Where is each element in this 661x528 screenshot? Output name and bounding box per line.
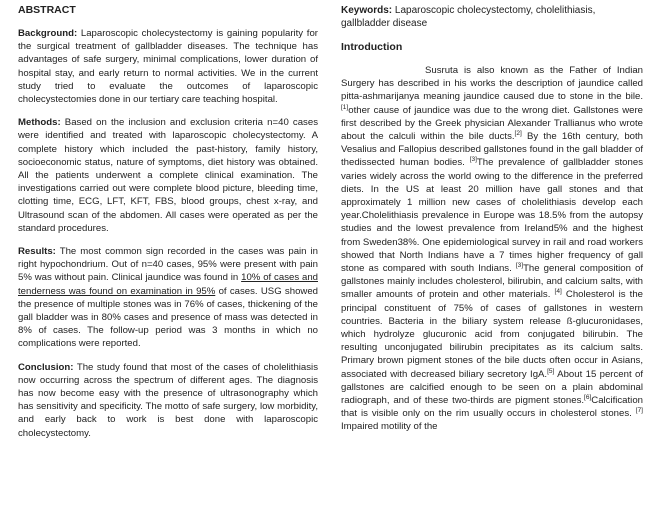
intro-text: Impaired motility of the [341,421,438,433]
results-text-1: The most common sign recorded in the cases was pain in right hypochondrium. Out of n=40 cases, 95% were present with pain 5% was without pain. Clinical jaundice was found in [18,246,318,284]
keywords [341,4,643,30]
methods-text: Based on the inclusion and exclusion criteria n=40 cases were identified and treated with laparoscopic cholecystectomy. A complete history which included the past-history, family history, socioeconomic status, nature of symptoms, diet history was obtained. All the patients underwent a complete clinical examination. The investigations carried out were complete blood picture, bleeding time, clotting time, ECG, LFT, KFT, FBS, blood groups, chest x-ray, and Ultrasound scan of the abdomen. All cases were operated as per the standard procedures. [18,117,318,234]
citation-ref: [6] [584,393,592,401]
abstract-column [18,0,318,440]
abstract-background [18,27,318,106]
intro-text: Cholesterol is the principal constituent of 75% of cases of gallstones in western countries. Bacteria in the biliary system release ß-glucuronidases, which hydrolyze glucuronic acid from conjugated bilirubin. The resulting unconjugated bilirubin precipitates as its calcium salts. Primary brown pigment stones of the bile ducts often occur in Asians, associated with decreased biliary secretory IgA. [341,289,643,380]
intro-text: other cause of jaundice was due to the wrong diet. Gallstones were first described by the Greek physician Alexander Trallianus who wrote about the calculi within the bile ducts. [341,104,643,143]
citation-ref: [2] [514,129,522,137]
intro-text: About 15 percent of gallstones are calcified enough to be seen on a plain abdominal radiograph, and of these two-thirds are pigment stones. [341,368,643,407]
results-text-2: of cases. USG showed the presence of multiple stones was in 76% of cases, thickening of the gall bladder was in 80% cases and presence of mass was detected in 8% of cases. The follow-up period was 3 months in which no complications were reported. [18,285,319,350]
introduction-paragraph [341,64,643,434]
right-column [341,0,643,434]
results-label: Results: [18,246,56,258]
citation-ref: [3] [469,156,477,164]
abstract-heading: ABSTRACT [18,4,76,16]
citation-ref: [3] [515,261,524,269]
abstract-methods [18,116,318,235]
keywords-label: Keywords: [341,5,393,16]
conclusion-label: Conclusion: [18,361,74,373]
intro-text: The general composition of gallstones mainly includes cholesterol, bilirubin, and calcium salts, with smaller amounts of protein and other materials. [341,263,644,301]
background-text: Laparoscopic cholecystectomy is gaining popularity for the surgical treatment of gallbladder diseases. The technique has advantages of safe surgery, minimal complications, lower duration of hospital stay, and early return to normal activities. We in the current study tried to evaluate the outcomes of laparoscopic cholecystectomies done in our tertiary care teaching hospital. [18,28,318,106]
citation-ref: [7] [635,407,643,415]
intro-text: The prevalence of gallbladder stones varies widely across the world owing to the difference in the preferred diets. In the US at least 20 million have gall stones and that approximately 1 million new cases of cholelithiasis develop each year.Cholelithiasis prevalence in Europe was 18.5% from the autopsy studies and the lowest prevalence from Ireland5% and the highest from Sweden38%. One epidemiological survey in rail and road workers showed that North Indians have a 7 times higher frequency of gall stone as compared with south Indians. [341,157,643,275]
conclusion-text: The study found that most of the cases of cholelithiasis now occurring across the spectrum of different ages. The diagnosis has now become easy with the presence of ultrasonography which has sensitivity and specificity. The motto of safe surgery, low morbidity, and early back to work is best done with laparoscopic cholecystectomy. [18,361,318,439]
abstract-conclusion [18,361,318,440]
abstract-results [18,245,318,351]
citation-ref: [4] [554,288,562,296]
introduction-heading: Introduction [341,41,403,53]
citation-ref: [1] [341,103,349,111]
keywords-text: Laparoscopic cholecystectomy, cholelithiasis, gallbladder disease [341,5,596,29]
background-label: Background: [18,28,78,39]
intro-text: Susruta is also known as the Father of Indian Surgery has described in his works the description of jaundice called pitta-ashmarijanya meaning jaundice caused due to stone in the bile. [341,65,643,103]
citation-ref: [5] [547,367,555,375]
intro-text: By the 16th century, both Vesalius and Fallopius described gallstones found in the gall bladder of thedissected human bodies. [341,131,643,169]
methods-label: Methods: [18,117,61,129]
results-underlined-text: 10% of cases and tenderness was found on examination in 95% [18,272,318,297]
intro-text: Calcification that is visible only on the rim usually occurs in cholesterol stones. [341,395,643,420]
